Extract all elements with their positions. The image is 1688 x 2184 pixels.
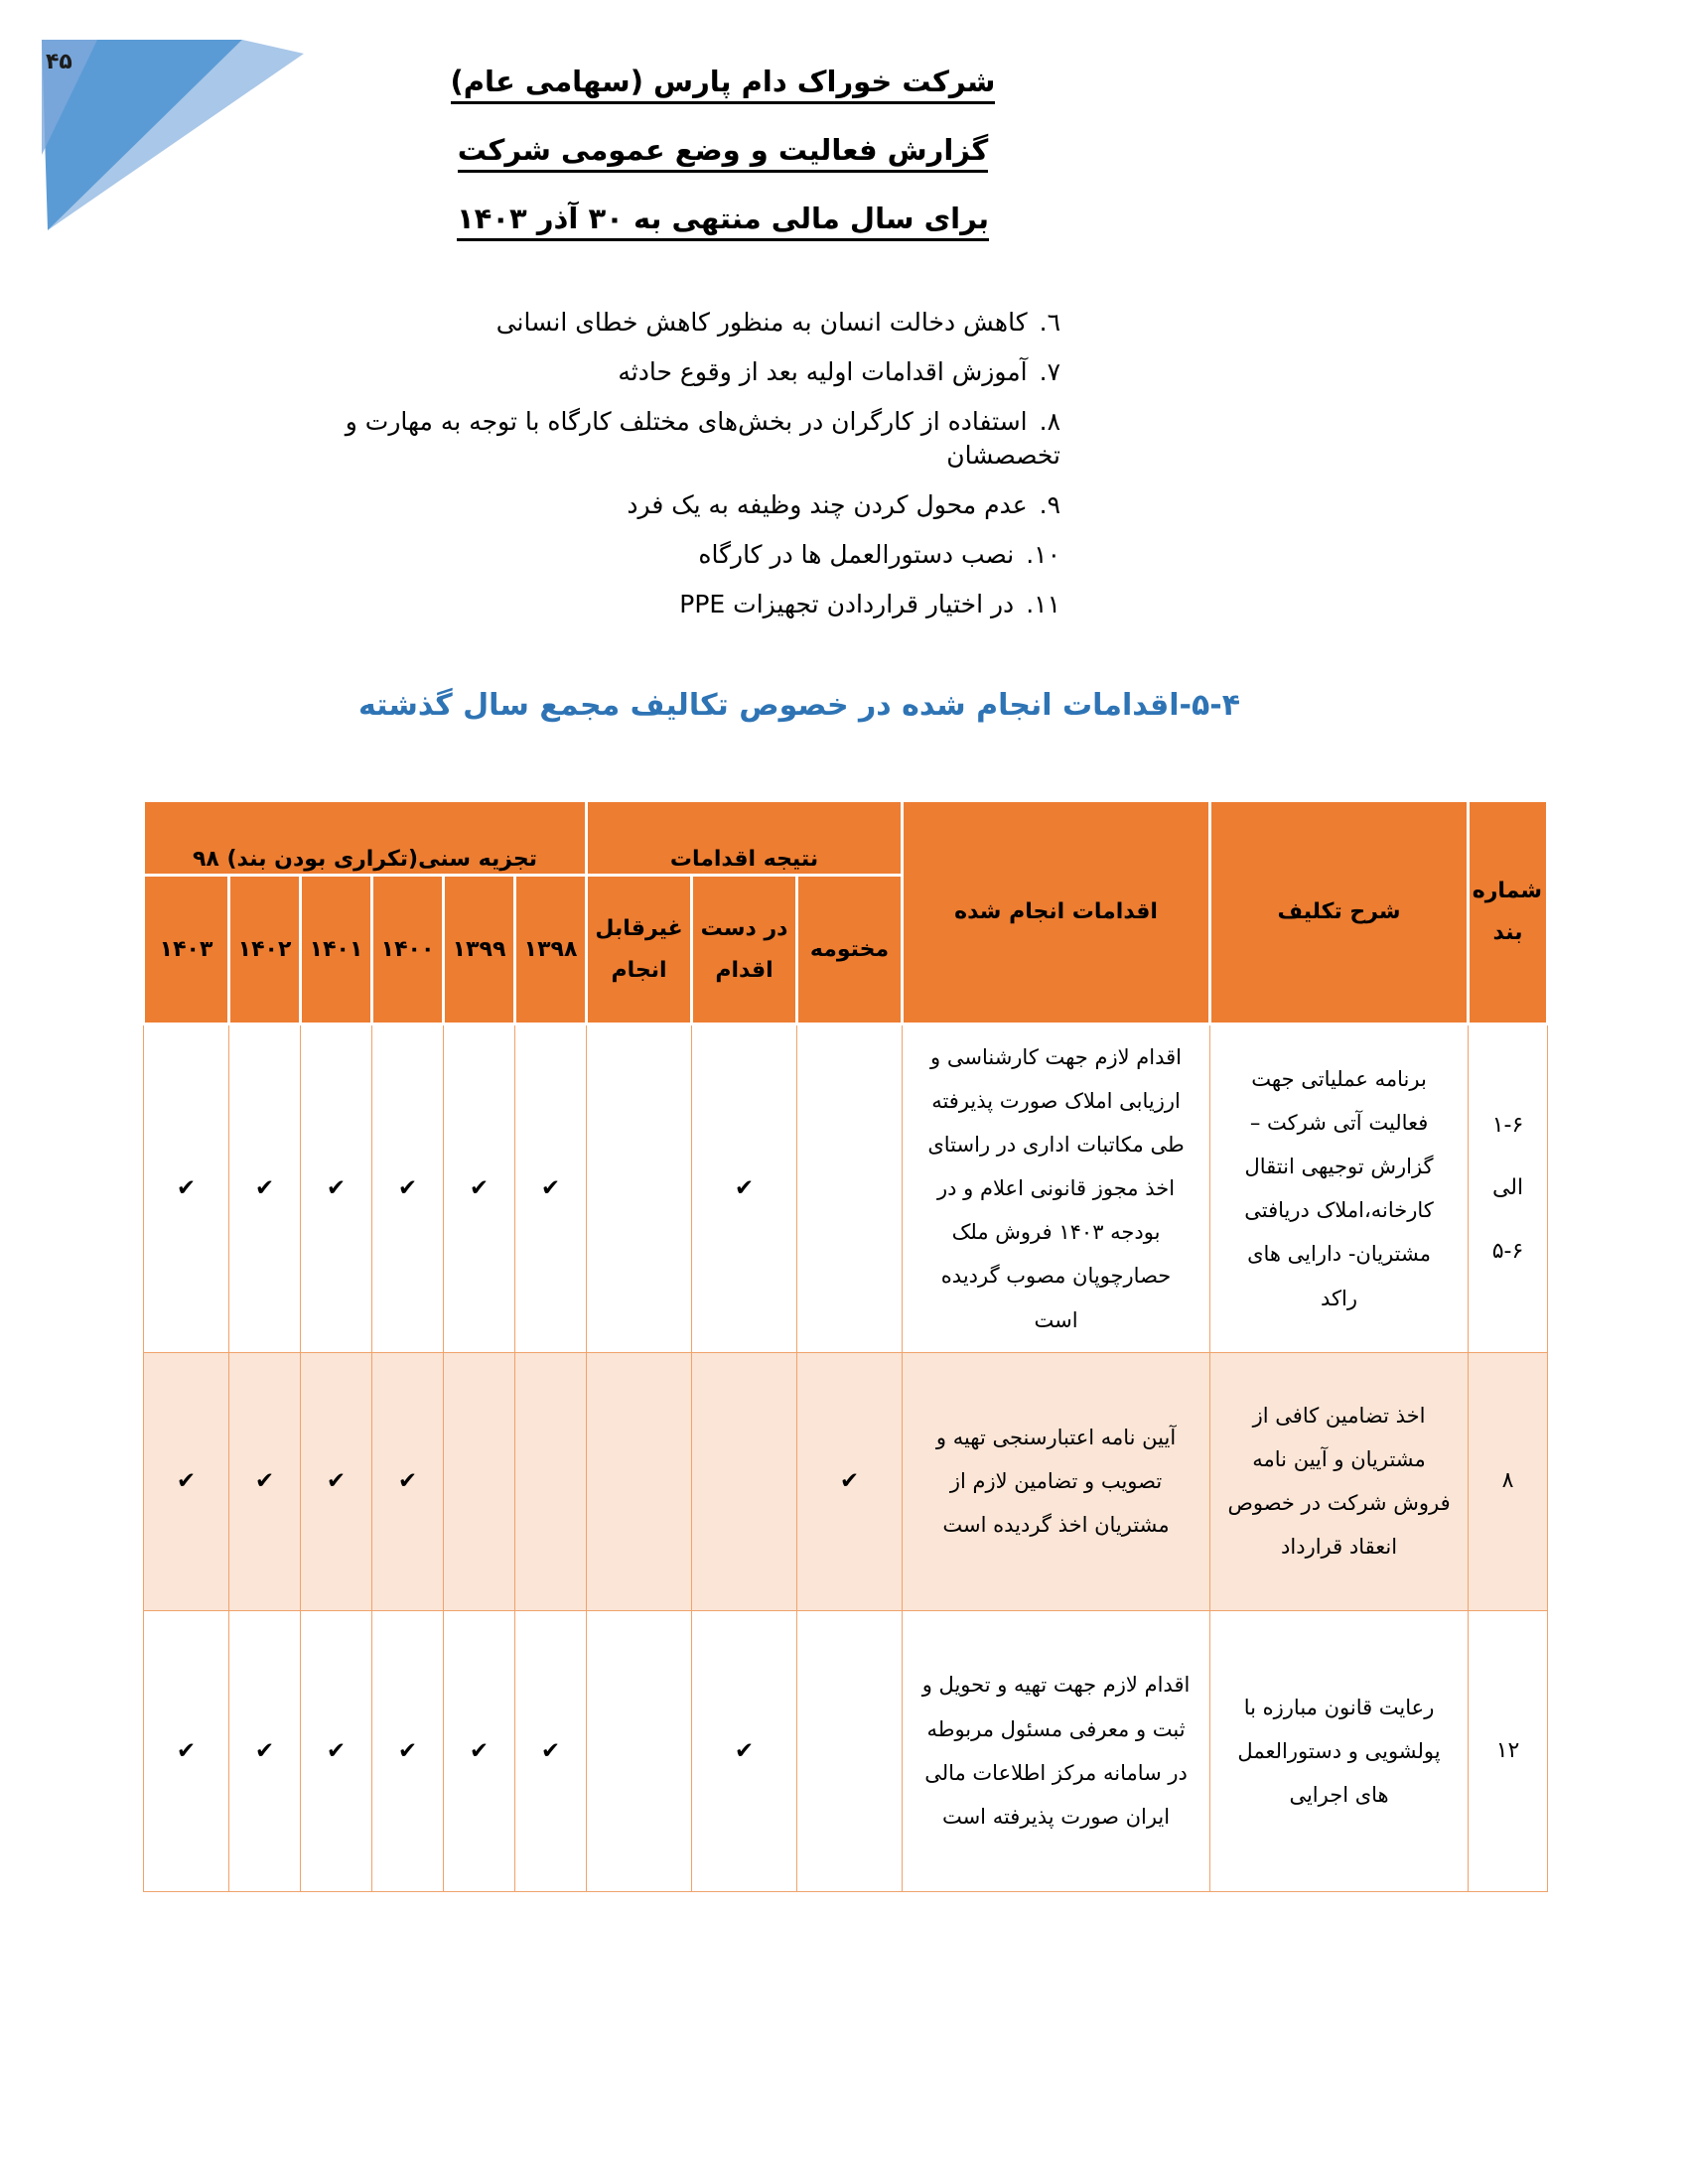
column-header-year-1402: ۱۴۰۲ (229, 876, 301, 1024)
column-header-year-1399: ۱۳۹۹ (444, 876, 515, 1024)
list-item-number: ٦. (1039, 308, 1060, 337)
group-header-action-result: نتیجه اقدامات (587, 801, 903, 876)
list-item-number: ١٠. (1026, 540, 1060, 569)
task-description-cell: اخذ تضامین کافی از مشتریان و آیین نامه فروش شرکت در خصوص انعقاد قرارداد (1210, 1352, 1469, 1610)
checkmark-cell: ✔ (692, 1610, 797, 1891)
actions-taken-cell: اقدام لازم جهت تهیه و تحویل و ثبت و معرفی مسئول مربوطه در سامانه مرکز اطلاعات مالی ایران صورت پذیرفته است (903, 1610, 1210, 1891)
report-title-line: گزارش فعالیت و وضع عمومی شرکت (365, 118, 1080, 187)
empty-cell (515, 1352, 587, 1610)
list-item-number: ٧. (1039, 357, 1060, 386)
checkmark-cell: ✔ (692, 1024, 797, 1353)
empty-cell (797, 1024, 903, 1353)
section-number: ۴-۵- (1179, 687, 1241, 723)
checkmark-cell: ✔ (229, 1024, 301, 1353)
checkmark-cell: ✔ (301, 1024, 372, 1353)
list-item-text: استفاده از کارگران در بخش‌های مختلف کارگاه با توجه به مهارت و تخصصشان (345, 407, 1060, 470)
company-name-line: شرکت خوراک دام پارس (سهامی عام) (365, 50, 1080, 118)
checkmark-cell: ✔ (301, 1610, 372, 1891)
list-item-number: ١١. (1026, 590, 1060, 618)
checkmark-cell: ✔ (372, 1352, 444, 1610)
list-item-text: کاهش دخالت انسان به منظور کاهش خطای انسانی (495, 308, 1028, 337)
task-description-cell: برنامه عملیاتی جهت فعالیت آتی شرکت –گزارش توجیهی انتقال کارخانه،املاک دریافتی مشتریان- دارایی های راکد (1210, 1024, 1469, 1353)
assembly-tasks-table (142, 799, 1549, 1892)
column-header-in-progress: در دست اقدام (692, 876, 797, 1024)
checkmark-cell: ✔ (229, 1352, 301, 1610)
list-item-number: ٨. (1039, 407, 1060, 436)
checkmark-cell: ✔ (301, 1352, 372, 1610)
checkmark-cell: ✔ (797, 1352, 903, 1610)
letterhead (365, 50, 1080, 255)
column-header-year-1398: ۱۳۹۸ (515, 876, 587, 1024)
list-item-text: در اختیار قراردادن تجهیزات PPE (679, 590, 1015, 618)
checkmark-cell: ✔ (144, 1610, 229, 1891)
checkmark-cell: ✔ (229, 1610, 301, 1891)
checkmark-cell: ✔ (372, 1610, 444, 1891)
checkmark-cell: ✔ (515, 1024, 587, 1353)
topics-list (286, 306, 1060, 637)
list-item-text: آموزش اقدامات اولیه بعد از وقوع حادثه (618, 357, 1028, 386)
list-item-text: نصب دستورالعمل ها در کارگاه (698, 540, 1015, 569)
checkmark-cell: ✔ (144, 1352, 229, 1610)
page-number: ۴۵ (46, 50, 72, 74)
list-item (286, 306, 1060, 340)
empty-cell (797, 1610, 903, 1891)
column-header-closed: مختومه (797, 876, 903, 1024)
actions-taken-cell: اقدام لازم جهت کارشناسی و ارزیابی املاک صورت پذیرفته طی مکاتبات اداری در راستای اخذ مجوز قانونی اعلام و در بودجه ۱۴۰۳ فروش ملک حصارچوپان مصوب گردیده است (903, 1024, 1210, 1353)
clause-number-cell: ۱-۶ الی ۵-۶ (1469, 1024, 1548, 1353)
table-row (144, 1610, 1548, 1891)
table-row (144, 1024, 1548, 1353)
checkmark-cell: ✔ (444, 1024, 515, 1353)
list-item (286, 405, 1060, 473)
column-header-year-1401: ۱۴۰۱ (301, 876, 372, 1024)
actions-taken-cell: آیین نامه اعتبارسنجی تهیه و تصویب و تضامین لازم از مشتریان اخذ گردیده است (903, 1352, 1210, 1610)
checkmark-cell: ✔ (515, 1610, 587, 1891)
empty-cell (692, 1352, 797, 1610)
checkmark-cell: ✔ (444, 1610, 515, 1891)
fiscal-year-line: برای سال مالی منتهی به ۳۰ آذر ۱۴۰۳ (365, 187, 1080, 255)
column-header-actions-taken: اقدامات انجام شده (903, 801, 1210, 1024)
column-header-not-doable: غیرقابل انجام (587, 876, 692, 1024)
table-row (144, 1352, 1548, 1610)
tasks-table-body (144, 1024, 1548, 1892)
column-header-year-1403: ۱۴۰۳ (144, 876, 229, 1024)
list-item-text: عدم محول کردن چند وظیفه به یک فرد (627, 490, 1028, 519)
checkmark-cell: ✔ (144, 1024, 229, 1353)
list-item (286, 355, 1060, 389)
list-item (286, 538, 1060, 572)
clause-number-cell: ۱۲ (1469, 1610, 1548, 1891)
column-header-year-1400: ۱۴۰۰ (372, 876, 444, 1024)
list-item (286, 488, 1060, 522)
column-header-clause-number: شماره بند (1469, 801, 1548, 1024)
list-item (286, 588, 1060, 621)
group-header-age-analysis: تجزیه سنی(تکراری بودن بند) ۹۸ (144, 801, 587, 876)
empty-cell (587, 1024, 692, 1353)
empty-cell (587, 1610, 692, 1891)
checkmark-cell: ✔ (372, 1024, 444, 1353)
section-title: اقدامات انجام شده در خصوص تکالیف مجمع سال گذشته (357, 687, 1180, 723)
list-item-number: ٩. (1039, 490, 1060, 519)
empty-cell (444, 1352, 515, 1610)
column-header-task-description: شرح تکلیف (1210, 801, 1469, 1024)
section-heading (0, 688, 1599, 723)
task-description-cell: رعایت قانون مبارزه با پولشویی و دستورالعمل های اجرایی (1210, 1610, 1469, 1891)
empty-cell (587, 1352, 692, 1610)
corner-triangle-decoration (38, 36, 308, 234)
clause-number-cell: ۸ (1469, 1352, 1548, 1610)
